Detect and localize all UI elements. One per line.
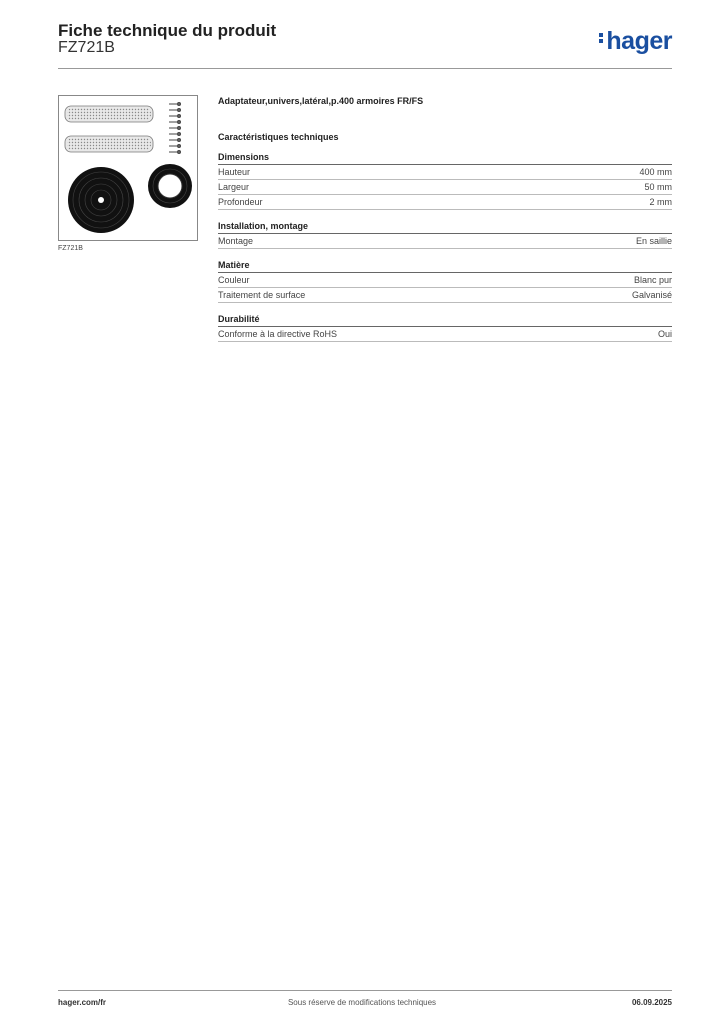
spec-row [218, 180, 672, 195]
spec-row [218, 234, 672, 249]
page-title: Fiche technique du produit [58, 21, 277, 40]
spec-group-title: Installation, montage [218, 221, 672, 234]
spec-row [218, 195, 672, 210]
hager-logo [599, 27, 672, 56]
image-caption: FZ721B [58, 245, 83, 252]
spec-group-dimensions [218, 152, 672, 210]
spec-value: 2 mm [649, 197, 672, 207]
spec-value: Oui [657, 329, 672, 339]
spec-label: Montage [218, 236, 254, 246]
spec-row [218, 288, 672, 303]
spec-value: En saillie [635, 236, 672, 246]
logo-text: hager [606, 27, 672, 55]
spec-label: Couleur [218, 275, 250, 285]
spec-group-installation [218, 221, 672, 249]
spec-group-durability [218, 314, 672, 342]
product-photo-icon [59, 96, 197, 240]
footer-website[interactable]: hager.com/fr [58, 998, 107, 1007]
spec-row [218, 327, 672, 342]
footer-notice: Sous réserve de modifications techniques [287, 998, 437, 1007]
spec-value: 400 mm [639, 167, 672, 177]
spec-row [218, 273, 672, 288]
spec-group-title: Matière [218, 260, 672, 273]
spec-value: Blanc pur [633, 275, 672, 285]
spec-group-title: Dimensions [218, 152, 672, 165]
specs-heading: Caractéristiques techniques [218, 132, 339, 142]
footer-divider [58, 990, 672, 991]
spec-label: Hauteur [218, 167, 251, 177]
spec-row [218, 165, 672, 180]
product-description: Adaptateur,univers,latéral,p.400 armoires FR/FS [218, 96, 424, 106]
spec-label: Traitement de surface [218, 290, 306, 300]
footer-date: 06.09.2025 [631, 998, 672, 1007]
spec-value: Galvanisé [631, 290, 672, 300]
spec-group-material [218, 260, 672, 303]
spec-label: Conforme à la directive RoHS [218, 329, 338, 339]
product-reference: FZ721B [58, 39, 115, 56]
logo-dots-icon [599, 31, 604, 45]
header-divider [58, 68, 672, 69]
product-content [218, 96, 672, 353]
spec-group-title: Durabilité [218, 314, 672, 327]
product-image [58, 95, 198, 241]
spec-label: Profondeur [218, 197, 263, 207]
spec-value: 50 mm [644, 182, 672, 192]
spec-label: Largeur [218, 182, 250, 192]
